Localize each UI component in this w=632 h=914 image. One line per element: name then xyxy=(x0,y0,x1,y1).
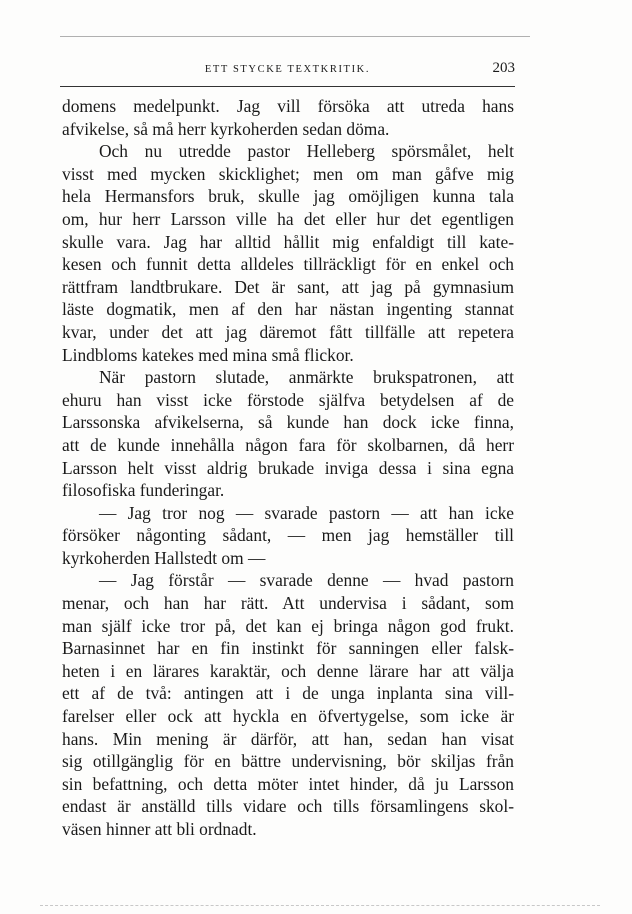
scan-edge-rule xyxy=(40,905,600,906)
text-line: kesen och funnit detta alldeles tillräckligt för en enkel och xyxy=(62,254,514,275)
text-line: att de kunde innehålla någon fara för skolbarnen, då herr xyxy=(62,434,514,455)
text-line: Barnasinnet har en fin instinkt för sanningen eller falsk- xyxy=(62,638,514,659)
running-title: ETT STYCKE TEXTKRITIK. xyxy=(204,64,371,75)
text-line: Lindbloms katekes med mina små flickor. xyxy=(62,344,354,365)
text-line: skulle vara. Jag har alltid hållit mig enfaldigt till kate- xyxy=(62,231,514,252)
text-line: kyrkoherden Hallstedt om — xyxy=(62,547,266,568)
paragraph-start-line: När pastorn slutade, anmärkte brukspatronen, att xyxy=(99,367,514,388)
text-line: väsen hinner att bli ordnadt. xyxy=(62,819,257,839)
text-line: sin befattning, och detta möter intet hinder, då ju Larsson xyxy=(62,773,514,794)
text-line: om, hur herr Larsson ville ha det eller hur det egentligen xyxy=(62,208,514,229)
paragraph-start-line: — Jag förstår — svarade denne — hvad pastorn xyxy=(99,570,514,591)
text-line: filosofiska funderingar. xyxy=(62,480,225,501)
paragraph-start-line: Och nu utredde pastor Helleberg spörsmålet, helt xyxy=(99,141,514,162)
text-line: man själf icke tror på, det kan ej bringa någon god frukt. xyxy=(62,615,514,636)
text-line: ett af de två: antingen att i de unga inplanta sina vill- xyxy=(62,683,514,704)
text-line: farelser eller ock att hyckla en öfvertygelse, som icke är xyxy=(62,706,514,727)
header-rule xyxy=(60,86,515,87)
body-text xyxy=(62,95,514,841)
paragraph-start-line: — Jag tror nog — svarade pastorn — att han icke xyxy=(99,502,514,523)
text-line: rättfram landtbrukare. Det är sant, att jag på gymnasium xyxy=(62,276,514,297)
text-line: Larssonska afvikelserna, så kunde han dock icke finna, xyxy=(62,412,514,433)
text-line: läste dogmatik, men af den har nästan ingenting stannat xyxy=(62,299,514,320)
page-header xyxy=(60,60,515,84)
text-line: domens medelpunkt. Jag vill försöka att utreda hans xyxy=(62,96,514,116)
text-line: kvar, under det att jag däremot fått tillfälle att repetera xyxy=(62,321,514,342)
text-line: hans. Min mening är därför, att han, sedan han visat xyxy=(62,728,514,749)
scan-edge-rule xyxy=(60,36,530,37)
text-line: Larsson helt visst aldrig brukade inviga dessa i sina egna xyxy=(62,457,514,478)
text-line: endast är anställd tills vidare och tills församlingens skol- xyxy=(62,796,514,817)
text-line: visst med mycken skicklighet; men om man gåfve mig xyxy=(62,163,514,184)
text-line: ehuru han visst icke förstode själfva betydelsen af de xyxy=(62,389,514,410)
text-line: heten i en lärares karaktär, och denne lärare har att välja xyxy=(62,660,514,681)
page-number: 203 xyxy=(492,60,515,76)
text-line: försöker någonting sådant, — men jag hemställer till xyxy=(62,525,514,546)
text-line: afvikelse, så må herr kyrkoherden sedan döma. xyxy=(62,118,390,139)
text-line: menar, och han har rätt. Att undervisa i sådant, som xyxy=(62,593,514,614)
text-line: sig otillgänglig för en bättre undervisning, bör skiljas från xyxy=(62,751,514,772)
text-line: hela Hermansfors bruk, skulle jag omöjligen kunna tala xyxy=(62,186,514,207)
